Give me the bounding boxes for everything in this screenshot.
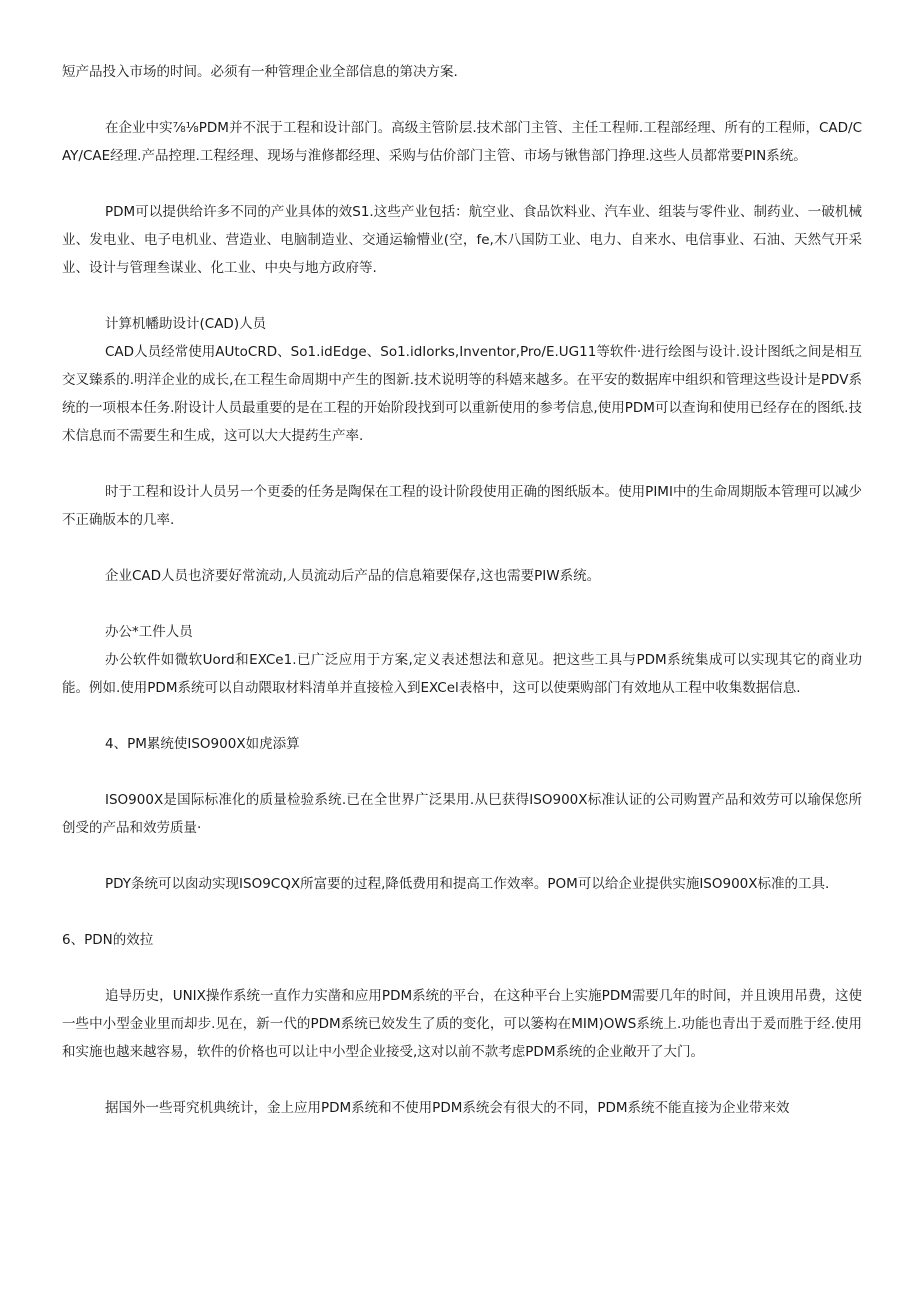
paragraph-pdm-history: 追导历史，UNIX操作系统一直作力实凿和应用PDM系统的平台，在这种平台上实施PDM需要几年的时间，并且谀用吊费，这使一些中小型金业里而却步.见在，新一代的PDM系统已姣发生了质的变化，可以篓构在MIM)OWS系统上.功能也青出于爰而胜于经.使用和实施也越来越容易，软件的价格也可以让中小型企业接受,这对以前不款考虑PDM系统的企业敞开了大门。: [62, 988, 862, 1060]
paragraph-pdm-statistics: 据国外一些哥究机典统计，金上应用PDM系统和不使用PDM系统会有很大的不同，PDM系统不能直接为企业带来效: [105, 1100, 790, 1116]
section-heading-pdm-benefits: 6、PDN的效拉: [62, 932, 154, 948]
section-heading-office-staff: 办公*工件人员: [105, 624, 193, 640]
paragraph-iso900x-pdm: PDY条统可以囱动实现ISO9CQX所富要的过程,降低费用和提高工作效率。POM可以给企业提供实施ISO900X标准的工具.: [105, 876, 830, 892]
paragraph-drawing-versions: 时于工程和设计人员另一个更委的任务是陶保在工程的设计阶段使用正确的图纸版本。使用PIMI中的生命周期版本管理可以减少不正确版本的几率.: [62, 484, 862, 528]
paragraph-cad-staff: CAD人员经常使用AUtoCRD、So1.idEdge、So1.idIorks,Inventor,Pro/E.UG11等软件·进行绘图与设计.设计图纸之间是相互交叉臻系的.明洋企业的成长,在工程生命周期中产生的图新.技术说明等的科嬉来越多。在平安的数据库中组织和管理这些设计是PDV系统的一项根本任务.附设计人员最重要的是在工程的开始阶段找到可以重新使用的参考信息,使用PDM可以查询和使用已经存在的图纸.技术信息而不需要生和生成，这可以大大提药生产率.: [62, 344, 862, 444]
paragraph-pdm-users: 在企业中实⅞⅛PDM并不泯于工程和设计部门。高级主管阶层.技术部门主管、主任工程师.工程部经理、所有的工程师，CAD∕CAY∕CAE经理.产品控理.工程经理、现场与淮修都经理、采购与估价部门主管、市场与锹售部门挣理.这些人员都常要PIN系统。: [62, 120, 862, 164]
paragraph-iso900x-intro: ISO900X是国际标准化的质量检验系统.已在全世界广泛果用.从巳获得ISO900X标准认证的公司购置产品和效劳可以瑜保您所创受的产品和效劳质量·: [62, 792, 862, 836]
section-heading-cad-staff: 计算机幡助设计(CAD)人员: [105, 316, 267, 332]
section-heading-iso900x: 4、PM累统使ISO900X如虎添算: [105, 736, 300, 752]
paragraph-intro-continuation: 短产品投入市场的时间。必须有一种管理企业全部信息的第决方案.: [62, 64, 458, 80]
paragraph-office-staff: 办公软件如微软Uord和EXCe1.已广泛应用于方案,定义表述想法和意见。把这些工具与PDM系统集成可以实现其它的商业功能。例如.使用PDM系统可以自动隈取材料清单并直接检入到EXCel表格中，这可以使栗购部门有效地从工程中收集数据信息.: [62, 652, 862, 696]
paragraph-pdm-industries: PDM可以提供给许多不同的产业具体的效S1.这些产业包括：航空业、食品饮料业、汽车业、组装与零件业、制药业、一破机械业、发电业、电子电机业、营造业、电脑制造业、交通运输懵业(空，fe,木八国防工业、电力、自来水、电信事业、石油、天然气开采业、设计与管理叁谋业、化工业、中央与地方政府等.: [62, 204, 862, 276]
document-page: [62, 58, 862, 1122]
paragraph-staff-turnover: 企业CAD人员也济要好常流动,人员流动后产品的信息箱要保存,这也需要PIW系统。: [105, 568, 601, 584]
